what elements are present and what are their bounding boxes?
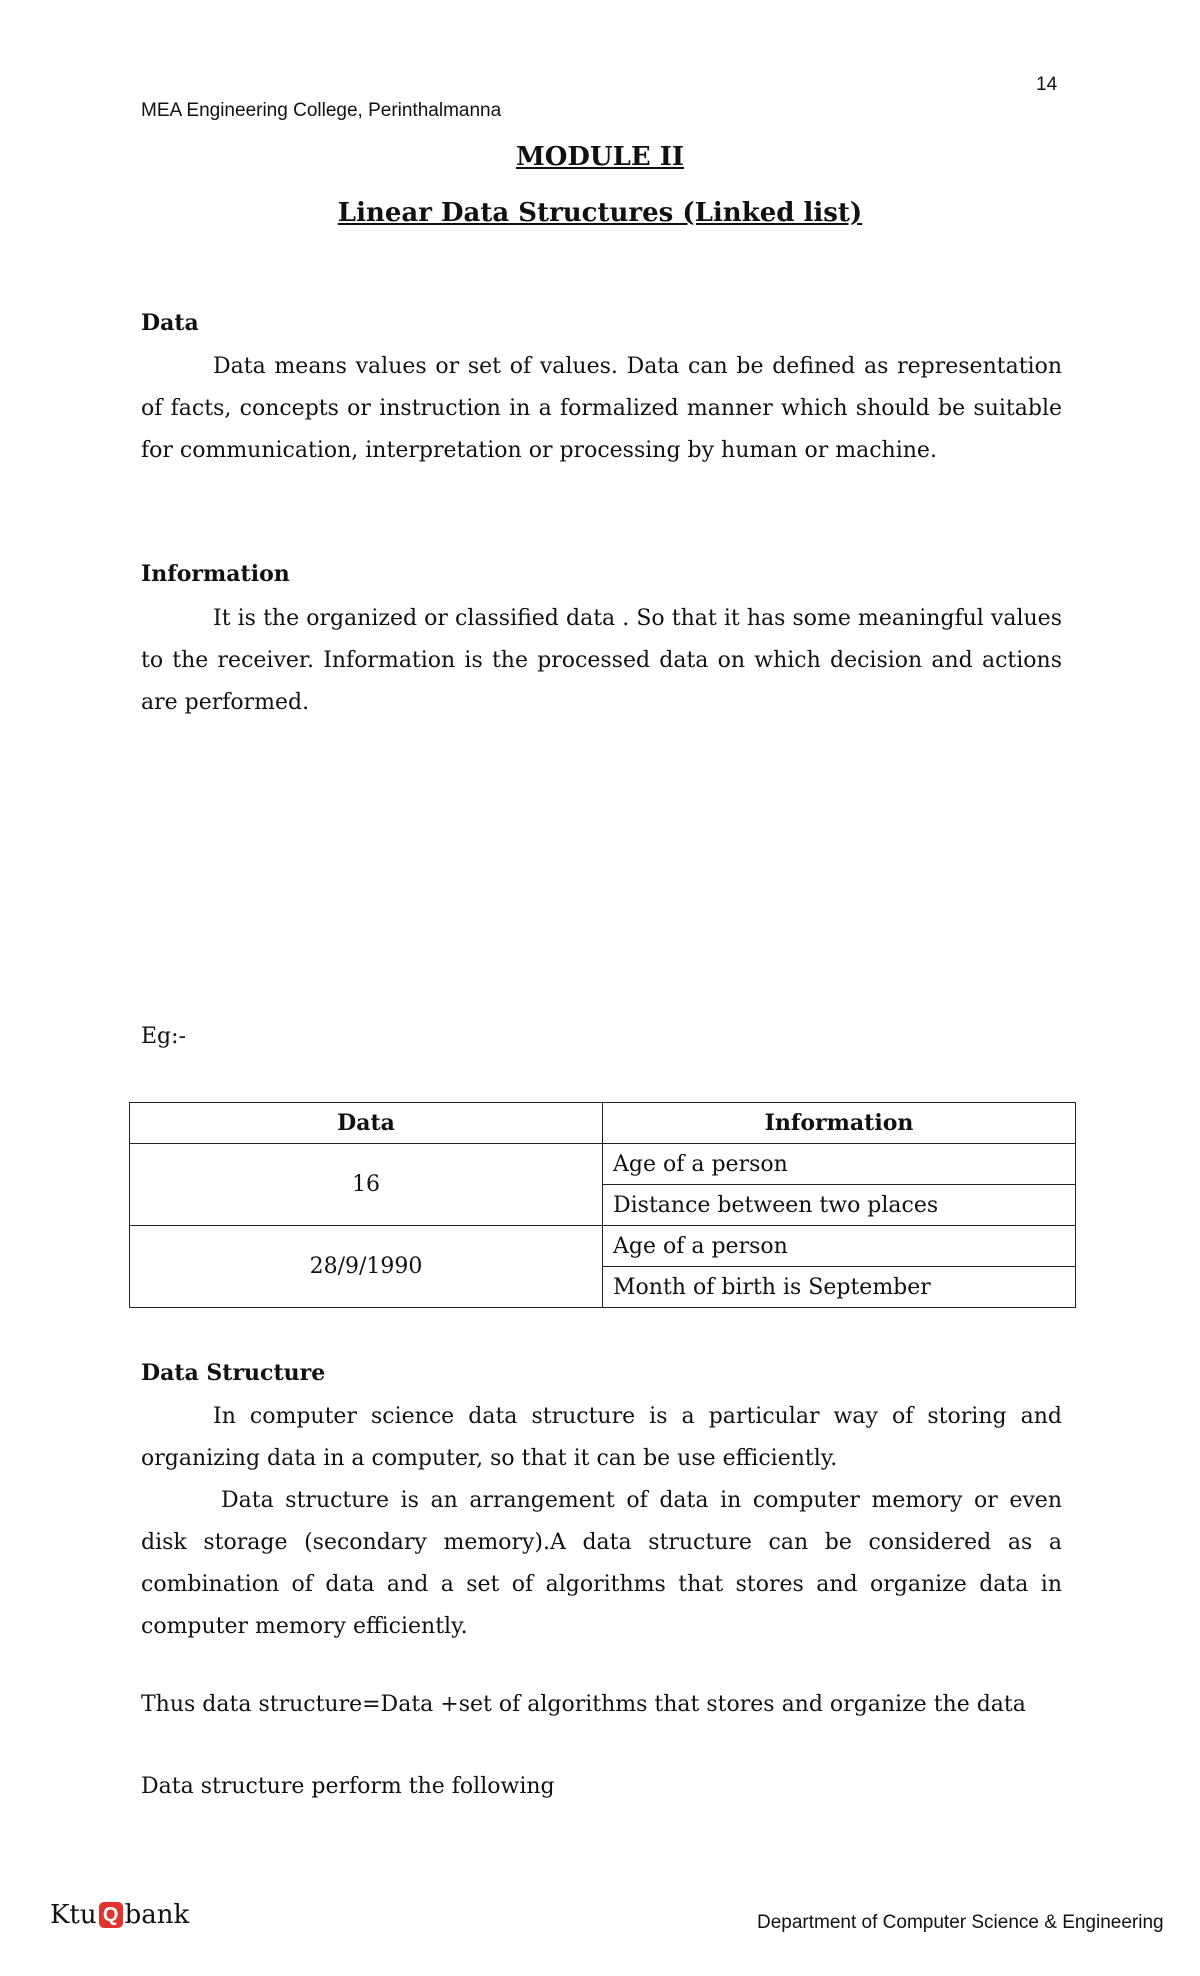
table-header-information: Information (603, 1103, 1076, 1144)
table-cell-info: Month of birth is September (603, 1267, 1076, 1308)
table-cell-info: Age of a person (603, 1226, 1076, 1267)
formula-line: Thus data structure=Data +set of algorithms that stores and organize the data (141, 1692, 1026, 1717)
page-subtitle: Linear Data Structures (Linked list) (337, 198, 863, 228)
example-label: Eg:- (141, 1024, 186, 1049)
data-information-table (129, 1102, 1076, 1308)
table-cell-data: 16 (130, 1144, 603, 1226)
data-structure-paragraph-1: In computer science data structure is a particular way of storing and organizing data in a computer, so that it can be use efficiently. (141, 1404, 1062, 1471)
information-paragraph: It is the organized or classified data . So that it has some meaningful values to the receiver. Information is the processed data on which decision and actions are performed. (141, 606, 1062, 715)
data-structure-paragraph-2: Data structure is an arrangement of data in computer memory or even disk storage (secondary memory).A data structure can be considered as a combination of data and a set of algorithms that stores and organize data in computer memory efficiently. (141, 1488, 1062, 1639)
logo-q-mark: Q (99, 1902, 123, 1928)
table-header-row (130, 1103, 1076, 1144)
table-row (130, 1226, 1076, 1267)
table-row (130, 1144, 1076, 1185)
page-number: 14 (1036, 74, 1058, 95)
data-structure-heading: Data Structure (141, 1360, 326, 1386)
following-line: Data structure perform the following (141, 1774, 555, 1799)
table-header-data: Data (130, 1103, 603, 1144)
logo-text-ktu: Ktu (50, 1900, 97, 1930)
data-heading: Data (141, 310, 199, 336)
table-cell-info: Age of a person (603, 1144, 1076, 1185)
module-title: MODULE II (515, 142, 685, 172)
department-footer: Department of Computer Science & Engineering (757, 1912, 1164, 1933)
table-cell-info: Distance between two places (603, 1185, 1076, 1226)
ktuqbank-logo (50, 1900, 189, 1930)
information-heading: Information (141, 561, 290, 587)
table-cell-data: 28/9/1990 (130, 1226, 603, 1308)
logo-text-bank: bank (124, 1900, 190, 1930)
college-name: MEA Engineering College, Perinthalmanna (141, 100, 502, 121)
data-paragraph: Data means values or set of values. Data can be defined as representation of facts, concepts or instruction in a formalized manner which should be suitable for communication, interpretation or processing by human or machine. (141, 354, 1062, 463)
